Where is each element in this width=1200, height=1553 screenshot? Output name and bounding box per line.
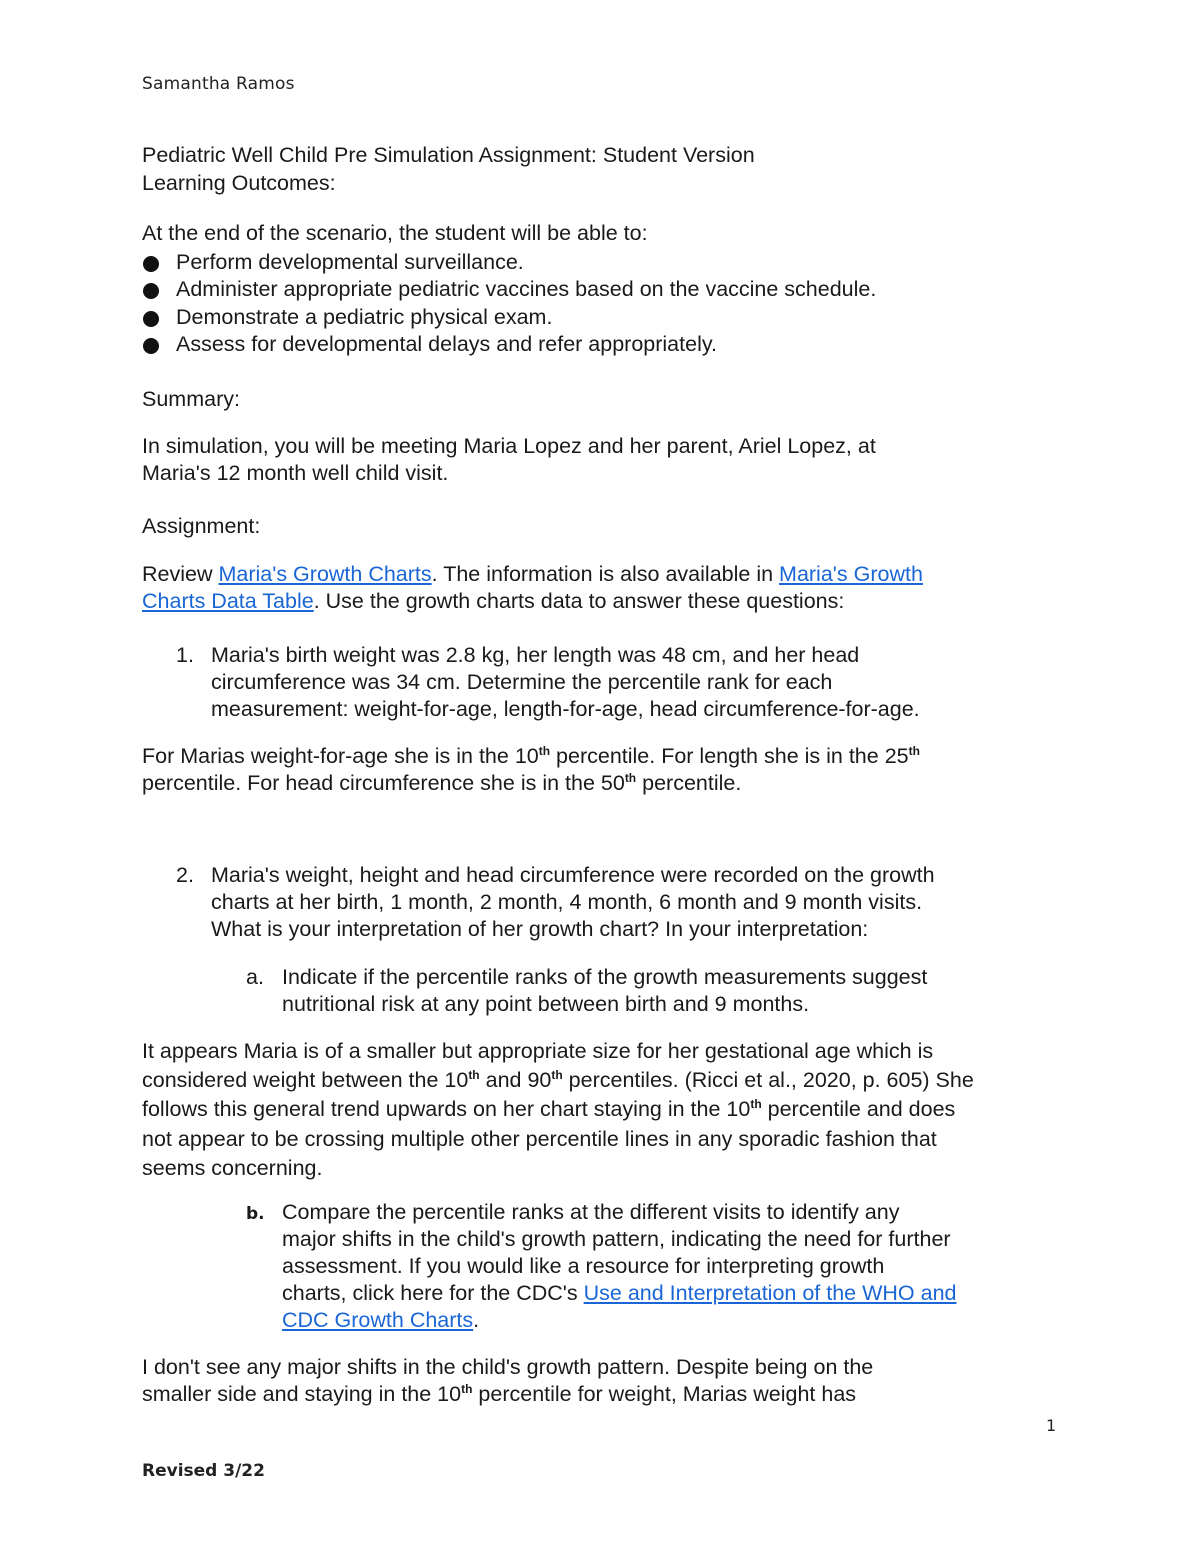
bullet-icon	[143, 338, 159, 354]
review-text: . The information is also available in	[431, 562, 780, 586]
subquestion-text: charts, click here for the CDC's	[282, 1281, 584, 1305]
question-1-line: Maria's birth weight was 2.8 kg, her length was 48 cm, and her head	[211, 643, 860, 667]
subquestion-b-line: Compare the percentile ranks at the different visits to identify any	[282, 1200, 900, 1224]
page-number: 1	[1046, 1416, 1057, 1435]
answer-3-line	[142, 1381, 856, 1408]
list-item: Assess for developmental delays and refer appropriately.	[176, 332, 717, 356]
answer-text: percentile. For head circumference she is in the 50	[142, 771, 625, 795]
bullet-icon	[143, 311, 159, 327]
review-line	[142, 588, 844, 615]
answer-text: For Marias weight-for-age she is in the 10	[142, 744, 539, 768]
bullet-icon	[143, 283, 159, 299]
answer-2-line: It appears Maria is of a smaller but appropriate size for her gestational age which is	[142, 1039, 934, 1063]
review-text: Review	[142, 562, 219, 586]
answer-text: follows this general trend upwards on her chart staying in the 10	[142, 1097, 751, 1121]
list-item: Perform developmental surveillance.	[176, 250, 524, 274]
question-number: 2.	[176, 863, 194, 887]
summary-line: In simulation, you will be meeting Maria Lopez and her parent, Ariel Lopez, at	[142, 434, 876, 458]
who-cdc-growth-charts-link[interactable]: Use and Interpretation of the WHO and	[583, 1281, 957, 1305]
answer-text: percentiles. (Ricci et al., 2020, p. 605) She	[562, 1068, 974, 1092]
answer-2-line	[142, 1095, 955, 1125]
answer-2-line: seems concerning.	[142, 1156, 323, 1180]
answer-text: percentile.	[636, 771, 742, 795]
summary-label: Summary:	[142, 387, 240, 411]
question-2-line: charts at her birth, 1 month, 2 month, 4 month, 6 month and 9 month visits.	[211, 890, 923, 914]
question-2-line: What is your interpretation of her growth chart? In your interpretation:	[211, 917, 869, 941]
subquestion-a-line: Indicate if the percentile ranks of the growth measurements suggest	[282, 965, 928, 989]
footer-revised: Revised 3/22	[142, 1461, 265, 1481]
summary-line: Maria's 12 month well child visit.	[142, 461, 449, 485]
answer-1-line	[142, 743, 920, 770]
answer-text: percentile for weight, Marias weight has	[472, 1382, 857, 1406]
superscript: th	[551, 1067, 563, 1082]
subquestion-b-line	[282, 1280, 956, 1307]
question-1-line: measurement: weight-for-age, length-for-age, head circumference-for-age.	[211, 697, 920, 721]
superscript: th	[468, 1067, 480, 1082]
question-2-line: Maria's weight, height and head circumference were recorded on the growth	[211, 863, 935, 887]
growth-data-table-link[interactable]: Charts Data Table	[142, 589, 314, 613]
subquestion-b-line: assessment. If you would like a resource for interpreting growth	[282, 1254, 885, 1278]
answer-2-line	[142, 1066, 974, 1096]
superscript: th	[908, 743, 920, 758]
growth-data-table-link[interactable]: Maria's Growth	[779, 562, 923, 586]
answer-text: and 90	[479, 1068, 552, 1092]
question-1-line: circumference was 34 cm. Determine the percentile rank for each	[211, 670, 833, 694]
answer-1-line	[142, 770, 741, 797]
assignment-label: Assignment:	[142, 514, 261, 538]
superscript: th	[624, 770, 637, 785]
list-item: Demonstrate a pediatric physical exam.	[176, 305, 553, 329]
outcomes-intro: At the end of the scenario, the student will be able to:	[142, 221, 648, 245]
superscript: th	[538, 743, 551, 758]
subquestion-label: b.	[246, 1204, 265, 1224]
review-line	[142, 561, 923, 588]
growth-charts-link[interactable]: Maria's Growth Charts	[218, 562, 432, 586]
answer-text: smaller side and staying in the 10	[142, 1382, 462, 1406]
superscript: th	[461, 1381, 473, 1396]
subquestion-a-line: nutritional risk at any point between birth and 9 months.	[282, 992, 810, 1016]
review-text: . Use the growth charts data to answer these questions:	[313, 589, 845, 613]
subquestion-text: .	[473, 1308, 480, 1332]
answer-3-line: I don't see any major shifts in the child's growth pattern. Despite being on the	[142, 1355, 874, 1379]
answer-2-line: not appear to be crossing multiple other percentile lines in any sporadic fashion that	[142, 1127, 937, 1151]
subquestion-b-line	[282, 1307, 479, 1334]
question-number: 1.	[176, 643, 194, 667]
superscript: th	[750, 1096, 762, 1111]
answer-text: considered weight between the 10	[142, 1068, 469, 1092]
header-author: Samantha Ramos	[142, 74, 295, 94]
subquestion-label: a.	[246, 965, 264, 989]
document-title: Pediatric Well Child Pre Simulation Assignment: Student Version	[142, 143, 755, 167]
bullet-icon	[143, 256, 159, 272]
outcomes-label: Learning Outcomes:	[142, 171, 336, 195]
answer-text: percentile and does	[761, 1097, 956, 1121]
who-cdc-growth-charts-link[interactable]: CDC Growth Charts	[282, 1308, 474, 1332]
answer-text: percentile. For length she is in the 25	[550, 744, 909, 768]
subquestion-b-line: major shifts in the child's growth pattern, indicating the need for further	[282, 1227, 951, 1251]
list-item: Administer appropriate pediatric vaccines based on the vaccine schedule.	[176, 277, 877, 301]
